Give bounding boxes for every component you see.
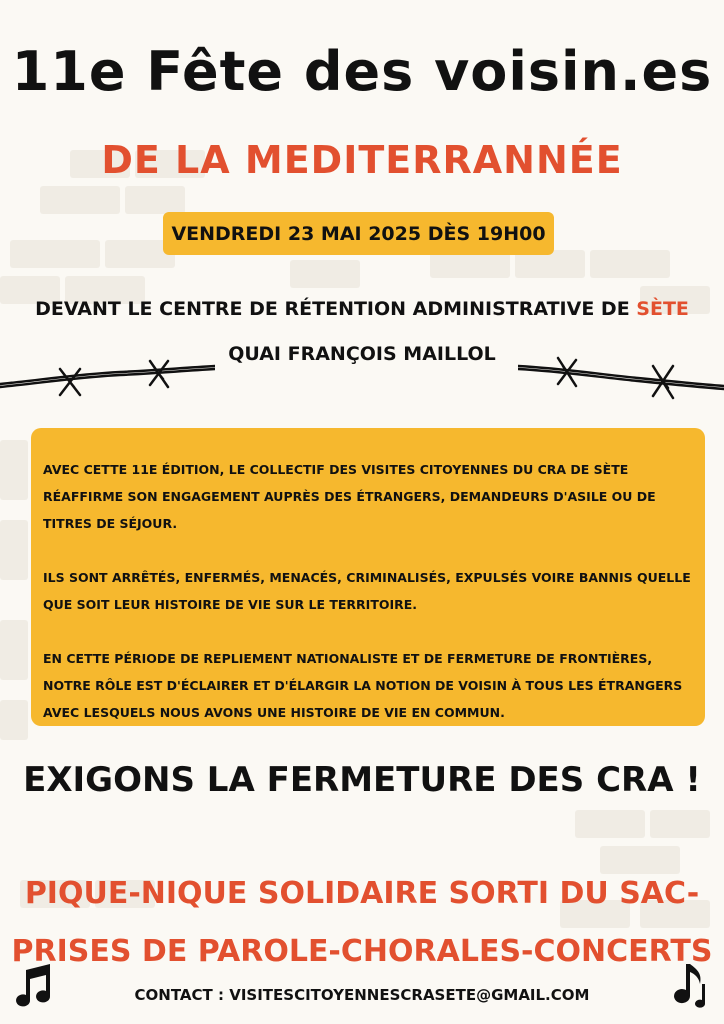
music-note-icon — [14, 962, 56, 1010]
barbed-wire-left-icon — [0, 355, 215, 405]
activities-line-1: PIQUE-NIQUE SOLIDAIRE SORTI DU SAC- — [24, 876, 700, 911]
location-line — [0, 298, 724, 320]
event-date: VENDREDI 23 MAI 2025 DÈS 19H00 — [171, 222, 546, 245]
statement-paragraph-2: ILS SONT ARRÊTÉS, ENFERMÉS, MENACÉS, CRIMINALISÉS, EXPULSÉS VOIRE BANNIS QUELLE QUE SOIT LEUR HISTOIRE DE VIE SUR LE TERRITOIRE. — [43, 570, 691, 612]
statement-paragraph-3: EN CETTE PÉRIODE DE REPLIEMENT NATIONALISTE ET DE FERMETURE DE FRONTIÈRES, NOTRE RÔLE EST D'ÉCLAIRER ET D'ÉLARGIR LA NOTION DE VOISIN À TOUS LES ÉTRANGERS AVEC LESQUELS NOUS AVONS UNE HISTOIRE DE VIE EN COMMUN. — [43, 651, 683, 720]
music-note-icon — [668, 960, 712, 1012]
location-prefix: DEVANT LE CENTRE DE RÉTENTION ADMINISTRATIVE DE — [35, 298, 630, 320]
event-subtitle: DE LA MEDITERRANNÉE — [101, 138, 623, 182]
activities — [0, 865, 724, 981]
statement-box — [31, 428, 705, 726]
activities-line-2: PRISES DE PAROLE-CHORALES-CONCERTS — [11, 934, 713, 969]
slogan: EXIGONS LA FERMETURE DES CRA ! — [23, 760, 701, 800]
event-title: 11e Fête des voisin.es — [11, 40, 713, 103]
address-line: QUAI FRANÇOIS MAILLOL — [228, 343, 496, 365]
barbed-wire-right-icon — [518, 352, 724, 407]
location-city: SÈTE — [636, 298, 689, 320]
date-badge — [163, 212, 554, 255]
contact-email: CONTACT : VISITESCITOYENNESCRASETE@GMAIL.COM — [134, 986, 590, 1004]
statement-paragraph-1: AVEC CETTE 11E ÉDITION, LE COLLECTIF DES VISITES CITOYENNES DU CRA DE SÈTE RÉAFFIRME SON ENGAGEMENT AUPRÈS DES ÉTRANGERS, DEMANDEURS D'ASILE OU DE TITRES DE SÉJOUR. — [43, 462, 656, 531]
